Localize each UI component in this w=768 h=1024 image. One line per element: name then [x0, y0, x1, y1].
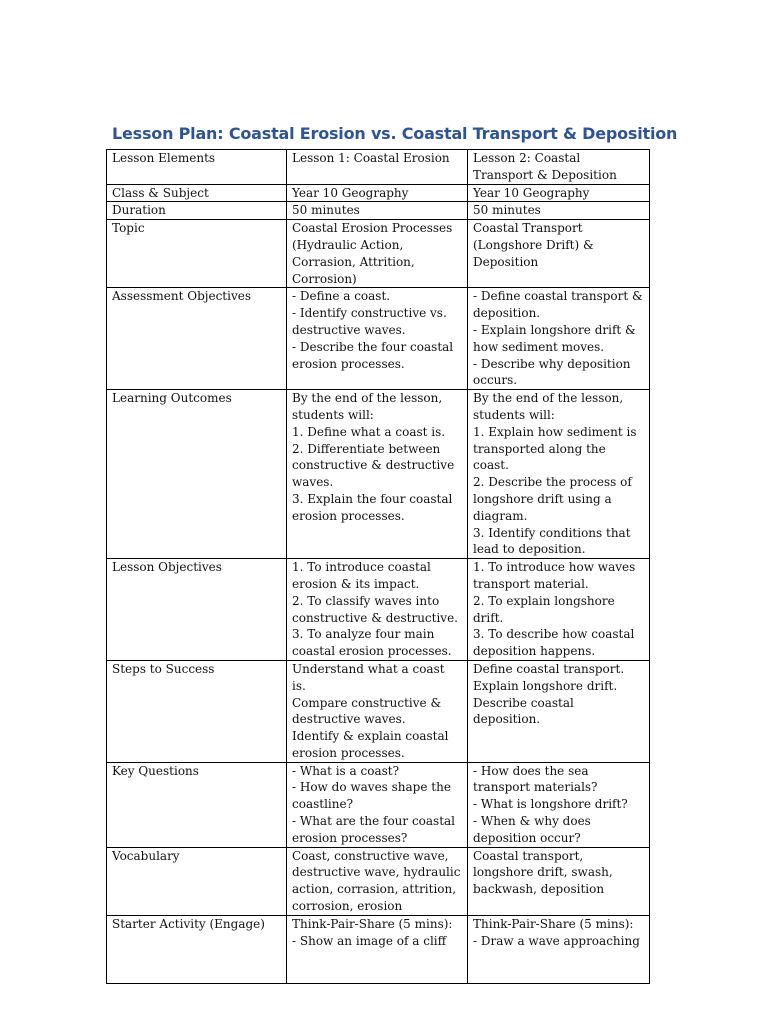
row-lesson-2-cell: - How does the sea transport materials? - What is longshore drift? - When & why does deposition occur?	[468, 762, 650, 847]
table-row	[107, 390, 650, 559]
row-lesson-1-cell: Coastal Erosion Processes (Hydraulic Action, Corrasion, Attrition, Corrosion)	[287, 220, 468, 288]
row-element-cell: Assessment Objectives	[107, 288, 287, 390]
header-lesson-1: Lesson 1: Coastal Erosion	[287, 150, 468, 185]
starter-lesson1-text: Think-Pair-Share (5 mins): - Show an image of a cliff	[292, 916, 453, 948]
row-lesson-1-cell: 50 minutes	[287, 202, 468, 220]
row-lesson-1-cell: By the end of the lesson, students will: 1. Define what a coast is. 2. Differentiate between constructive & destructive waves. 3. Explain the four coastal erosion processes.	[287, 390, 468, 559]
table-row	[107, 847, 650, 915]
table-row	[107, 559, 650, 661]
row-lesson-1-cell: Understand what a coast is. Compare constructive & destructive waves. Identify & explain coastal erosion processes.	[287, 660, 468, 762]
table-header-row	[107, 150, 650, 185]
page-title: Lesson Plan: Coastal Erosion vs. Coastal Transport & Deposition	[112, 124, 678, 143]
table-row	[107, 202, 650, 220]
row-lesson-1-cell: Coast, constructive wave, destructive wave, hydraulic action, corrasion, attrition, corrosion, erosion	[287, 847, 468, 915]
row-element-cell: Vocabulary	[107, 847, 287, 915]
row-lesson-2-cell: Define coastal transport. Explain longshore drift. Describe coastal deposition.	[468, 660, 650, 762]
header-lesson-elements: Lesson Elements	[107, 150, 287, 185]
row-element-cell: Lesson Objectives	[107, 559, 287, 661]
table-row	[107, 660, 650, 762]
row-element-cell: Duration	[107, 202, 287, 220]
table-row	[107, 288, 650, 390]
starter-lesson2-text: Think-Pair-Share (5 mins): - Draw a wave approaching	[473, 916, 640, 948]
table-row-starter-activity	[107, 915, 650, 983]
row-lesson-2-cell: Coastal Transport (Longshore Drift) & Deposition	[468, 220, 650, 288]
row-lesson-1-cell: Year 10 Geography	[287, 184, 468, 202]
starter-element-text: Starter Activity (Engage)	[112, 916, 265, 931]
lesson-plan-table	[106, 149, 650, 984]
table-row	[107, 184, 650, 202]
row-element-cell: Class & Subject	[107, 184, 287, 202]
row-element-cell: Steps to Success	[107, 660, 287, 762]
row-lesson-1-cell: - Define a coast. - Identify constructive vs. destructive waves. - Describe the four coastal erosion processes.	[287, 288, 468, 390]
table-row	[107, 762, 650, 847]
header-lesson-2: Lesson 2: Coastal Transport & Deposition	[468, 150, 650, 185]
row-element-cell: Learning Outcomes	[107, 390, 287, 559]
row-lesson-2-cell: Year 10 Geography	[468, 184, 650, 202]
row-lesson-1-cell: - What is a coast? - How do waves shape the coastline? - What are the four coastal erosion processes?	[287, 762, 468, 847]
starter-element-cell	[107, 915, 287, 983]
row-lesson-2-cell: 1. To introduce how waves transport material. 2. To explain longshore drift. 3. To describe how coastal deposition happens.	[468, 559, 650, 661]
row-element-cell: Key Questions	[107, 762, 287, 847]
row-lesson-2-cell: 50 minutes	[468, 202, 650, 220]
starter-lesson1-cell	[287, 915, 468, 983]
row-lesson-2-cell: - Define coastal transport & deposition. - Explain longshore drift & how sediment moves. - Describe why deposition occurs.	[468, 288, 650, 390]
row-lesson-1-cell: 1. To introduce coastal erosion & its impact. 2. To classify waves into constructive & destructive. 3. To analyze four main coastal erosion processes.	[287, 559, 468, 661]
row-lesson-2-cell: By the end of the lesson, students will: 1. Explain how sediment is transported along the coast. 2. Describe the process of longshore drift using a diagram. 3. Identify conditions that lead to deposition.	[468, 390, 650, 559]
row-lesson-2-cell: Coastal transport, longshore drift, swash, backwash, deposition	[468, 847, 650, 915]
starter-lesson2-cell	[468, 915, 650, 983]
row-element-cell: Topic	[107, 220, 287, 288]
table-row	[107, 220, 650, 288]
